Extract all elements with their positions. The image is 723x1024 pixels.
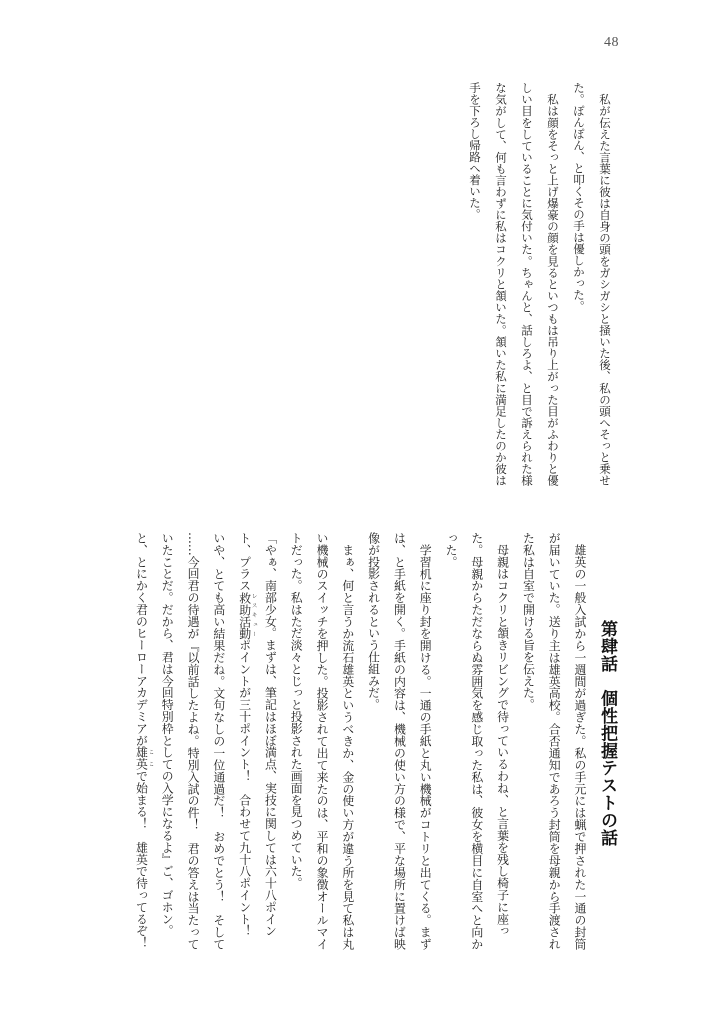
text-column: 母親はコクリと頷きリビングで待っているわね、と言葉を残し椅子に座っ	[495, 532, 510, 937]
text-segment: と、とにかく君のヒーローアカデミアが	[134, 532, 149, 747]
chapter-title: 第肆話 個性把握テストの話	[597, 620, 617, 847]
text-segment: で始まる！ 雄英で待ってるぞ！	[134, 770, 149, 949]
ruby-text: レスキュー	[250, 591, 257, 640]
text-column: まぁ、何と言うか流石雄英というべきか、金の使い方が違う所を見て私は丸	[340, 532, 355, 950]
text-segment: ポイントが三十ポイント！ 合わせて九十八ポイント！	[237, 639, 252, 937]
text-column: 手を下ろし帰路へ着いた。	[468, 82, 482, 220]
dialogue-column: いや、とても高い結果だね。文句なしの一位通過だ！ おめでとう！ そして	[211, 532, 226, 950]
text-segment: ト、プラス	[237, 532, 252, 592]
text-column: った。	[444, 532, 459, 568]
text-column: た。母親からただならぬ雰囲気を感じ取った私は、彼女を横目に自室へと向か	[469, 532, 484, 950]
ruby-annotation	[134, 746, 154, 771]
dialogue-column-with-ruby	[128, 532, 154, 950]
text-column: 雄英の一般入試から一週間が過ぎた。私の手元には蝋で押された一通の封筒	[573, 532, 587, 950]
ruby-annotation	[237, 591, 257, 640]
text-column: が届いていた。送り主は雄英高校。合否通知であろう封筒を母親から手渡され	[547, 532, 562, 950]
text-column: 私が伝えた言葉に彼は自身の頭をガシガシと掻いた後、私の頭へそっと乗せ	[598, 82, 612, 486]
ruby-text: ここ	[147, 746, 154, 771]
text-column: い機械のスイッチを押した。投影されて出て来たのは、平和の象徴オールマイ	[315, 532, 330, 950]
dialogue-column: ……今回君の待遇が『以前話したよね。特別入試の件！ 君の答えは当たって	[186, 532, 201, 950]
text-column: トだった。私はただ淡々とじっと投影された画面を見つめていた。	[289, 532, 304, 889]
ruby-base: 救助活動	[237, 591, 252, 640]
dialogue-column-with-ruby	[231, 532, 257, 950]
text-column: 私は顔をそっと上げ爆豪の顔を見るといつもは吊り上がった目がふわりと優	[546, 82, 560, 486]
ruby-base: 雄英	[134, 746, 149, 771]
chapter-body	[127, 532, 592, 950]
text-column: は、と手紙を開く。手紙の内容は、機械の使い方の様で、平な場所に置けば映	[392, 532, 407, 950]
text-column: た。ぽんぽん、と叩くその手は優しかった。	[572, 82, 586, 312]
text-column: 学習机に座り封を開ける。一通の手紙と丸い機械がコトリと出てくる。まず	[418, 532, 433, 950]
text-column: た私は自室で開ける旨を伝えた。	[521, 532, 536, 711]
previous-chapter-ending	[462, 82, 618, 486]
text-column: な気がして、何も言わずに私はコクリと頷いた。頷いた私に満足したのか彼は	[494, 82, 508, 486]
text-column: しい目をしていることに気付いた。ちゃんと、話しろよ、と目で訴えられた様	[520, 82, 534, 487]
dialogue-column: 「やぁ、南部少女。まずは、筆記はほぼ満点、実技に関しては六十八ポイン	[263, 532, 278, 937]
dialogue-column: いたことだ。だから、君は今回特別枠としての入学になるよ』ご、ゴホン。	[160, 532, 175, 937]
text-column: 像が投影されるという仕組みだ。	[366, 532, 381, 711]
page-number: 48	[604, 35, 619, 50]
